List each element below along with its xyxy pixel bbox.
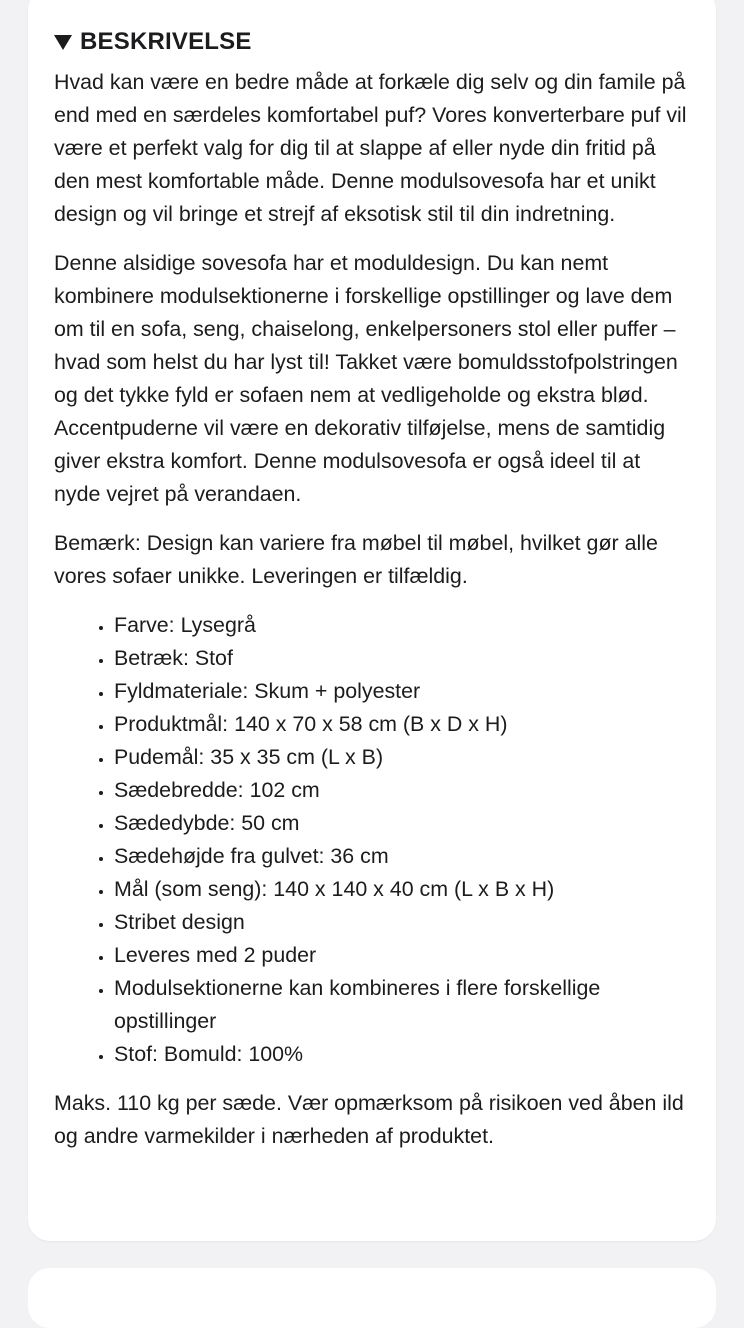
feature-item: • Stof: Bomuld: 100% bbox=[114, 1038, 690, 1071]
description-heading: BESKRIVELSE bbox=[80, 28, 252, 55]
feature-item: • Mål (som seng): 140 x 140 x 40 cm (L x B x H) bbox=[114, 873, 690, 906]
feature-item: • Sædehøjde fra gulvet: 36 cm bbox=[114, 840, 690, 873]
triangle-down-icon bbox=[54, 35, 72, 50]
feature-item: • Fyldmateriale: Skum + polyester bbox=[114, 675, 690, 708]
safety-note: Maks. 110 kg per sæde. Vær opmærksom på risikoen ved åben ild og andre varmekilder i nærheden af produktet. bbox=[54, 1091, 684, 1148]
description-card bbox=[28, 0, 716, 1241]
next-section-card bbox=[28, 1268, 716, 1328]
feature-item: • Leveres med 2 puder bbox=[114, 939, 690, 972]
feature-list bbox=[54, 609, 690, 1071]
description-toggle[interactable] bbox=[54, 26, 690, 58]
description-paragraph: Hvad kan være en bedre måde at forkæle dig selv og din famile på end med en særdeles komfortabel puf? Vores konverterbare puf vil være et perfekt valg for dig til at slappe af eller nyde din fritid på den mest komfortable måde. Denne modulsovesofa har et unikt design og vil bringe et strejf af eksotisk stil til din indretning. bbox=[54, 70, 687, 226]
description-paragraph: Denne alsidige sovesofa har et moduldesign. Du kan nemt kombinere modulsektionerne i forskellige opstillinger og lave dem om til en sofa, seng, chaiselong, enkelpersoners stol eller puffer – hvad som helst du har lyst til! Takket være bomuldsstofpolstringen og det tykke fyld er sofaen nem at vedligeholde og ekstra blød. Accentpuderne vil være en dekorativ tilføjelse, mens de samtidig giver ekstra komfort. Denne modulsovesofa er også ideel til at nyde vejret på verandaen. bbox=[54, 251, 678, 506]
feature-item: • Sædebredde: 102 cm bbox=[114, 774, 690, 807]
feature-item: • Modulsektionerne kan kombineres i flere forskellige opstillinger bbox=[114, 972, 690, 1038]
feature-item: • Stribet design bbox=[114, 906, 690, 939]
feature-item: • Farve: Lysegrå bbox=[114, 609, 690, 642]
feature-item: • Betræk: Stof bbox=[114, 642, 690, 675]
feature-item: • Produktmål: 140 x 70 x 58 cm (B x D x H) bbox=[114, 708, 690, 741]
description-note: Bemærk: Design kan variere fra møbel til møbel, hvilket gør alle vores sofaer unikke. Leveringen er tilfældig. bbox=[54, 531, 658, 588]
feature-item: • Sædedybde: 50 cm bbox=[114, 807, 690, 840]
feature-item: • Pudemål: 35 x 35 cm (L x B) bbox=[114, 741, 690, 774]
